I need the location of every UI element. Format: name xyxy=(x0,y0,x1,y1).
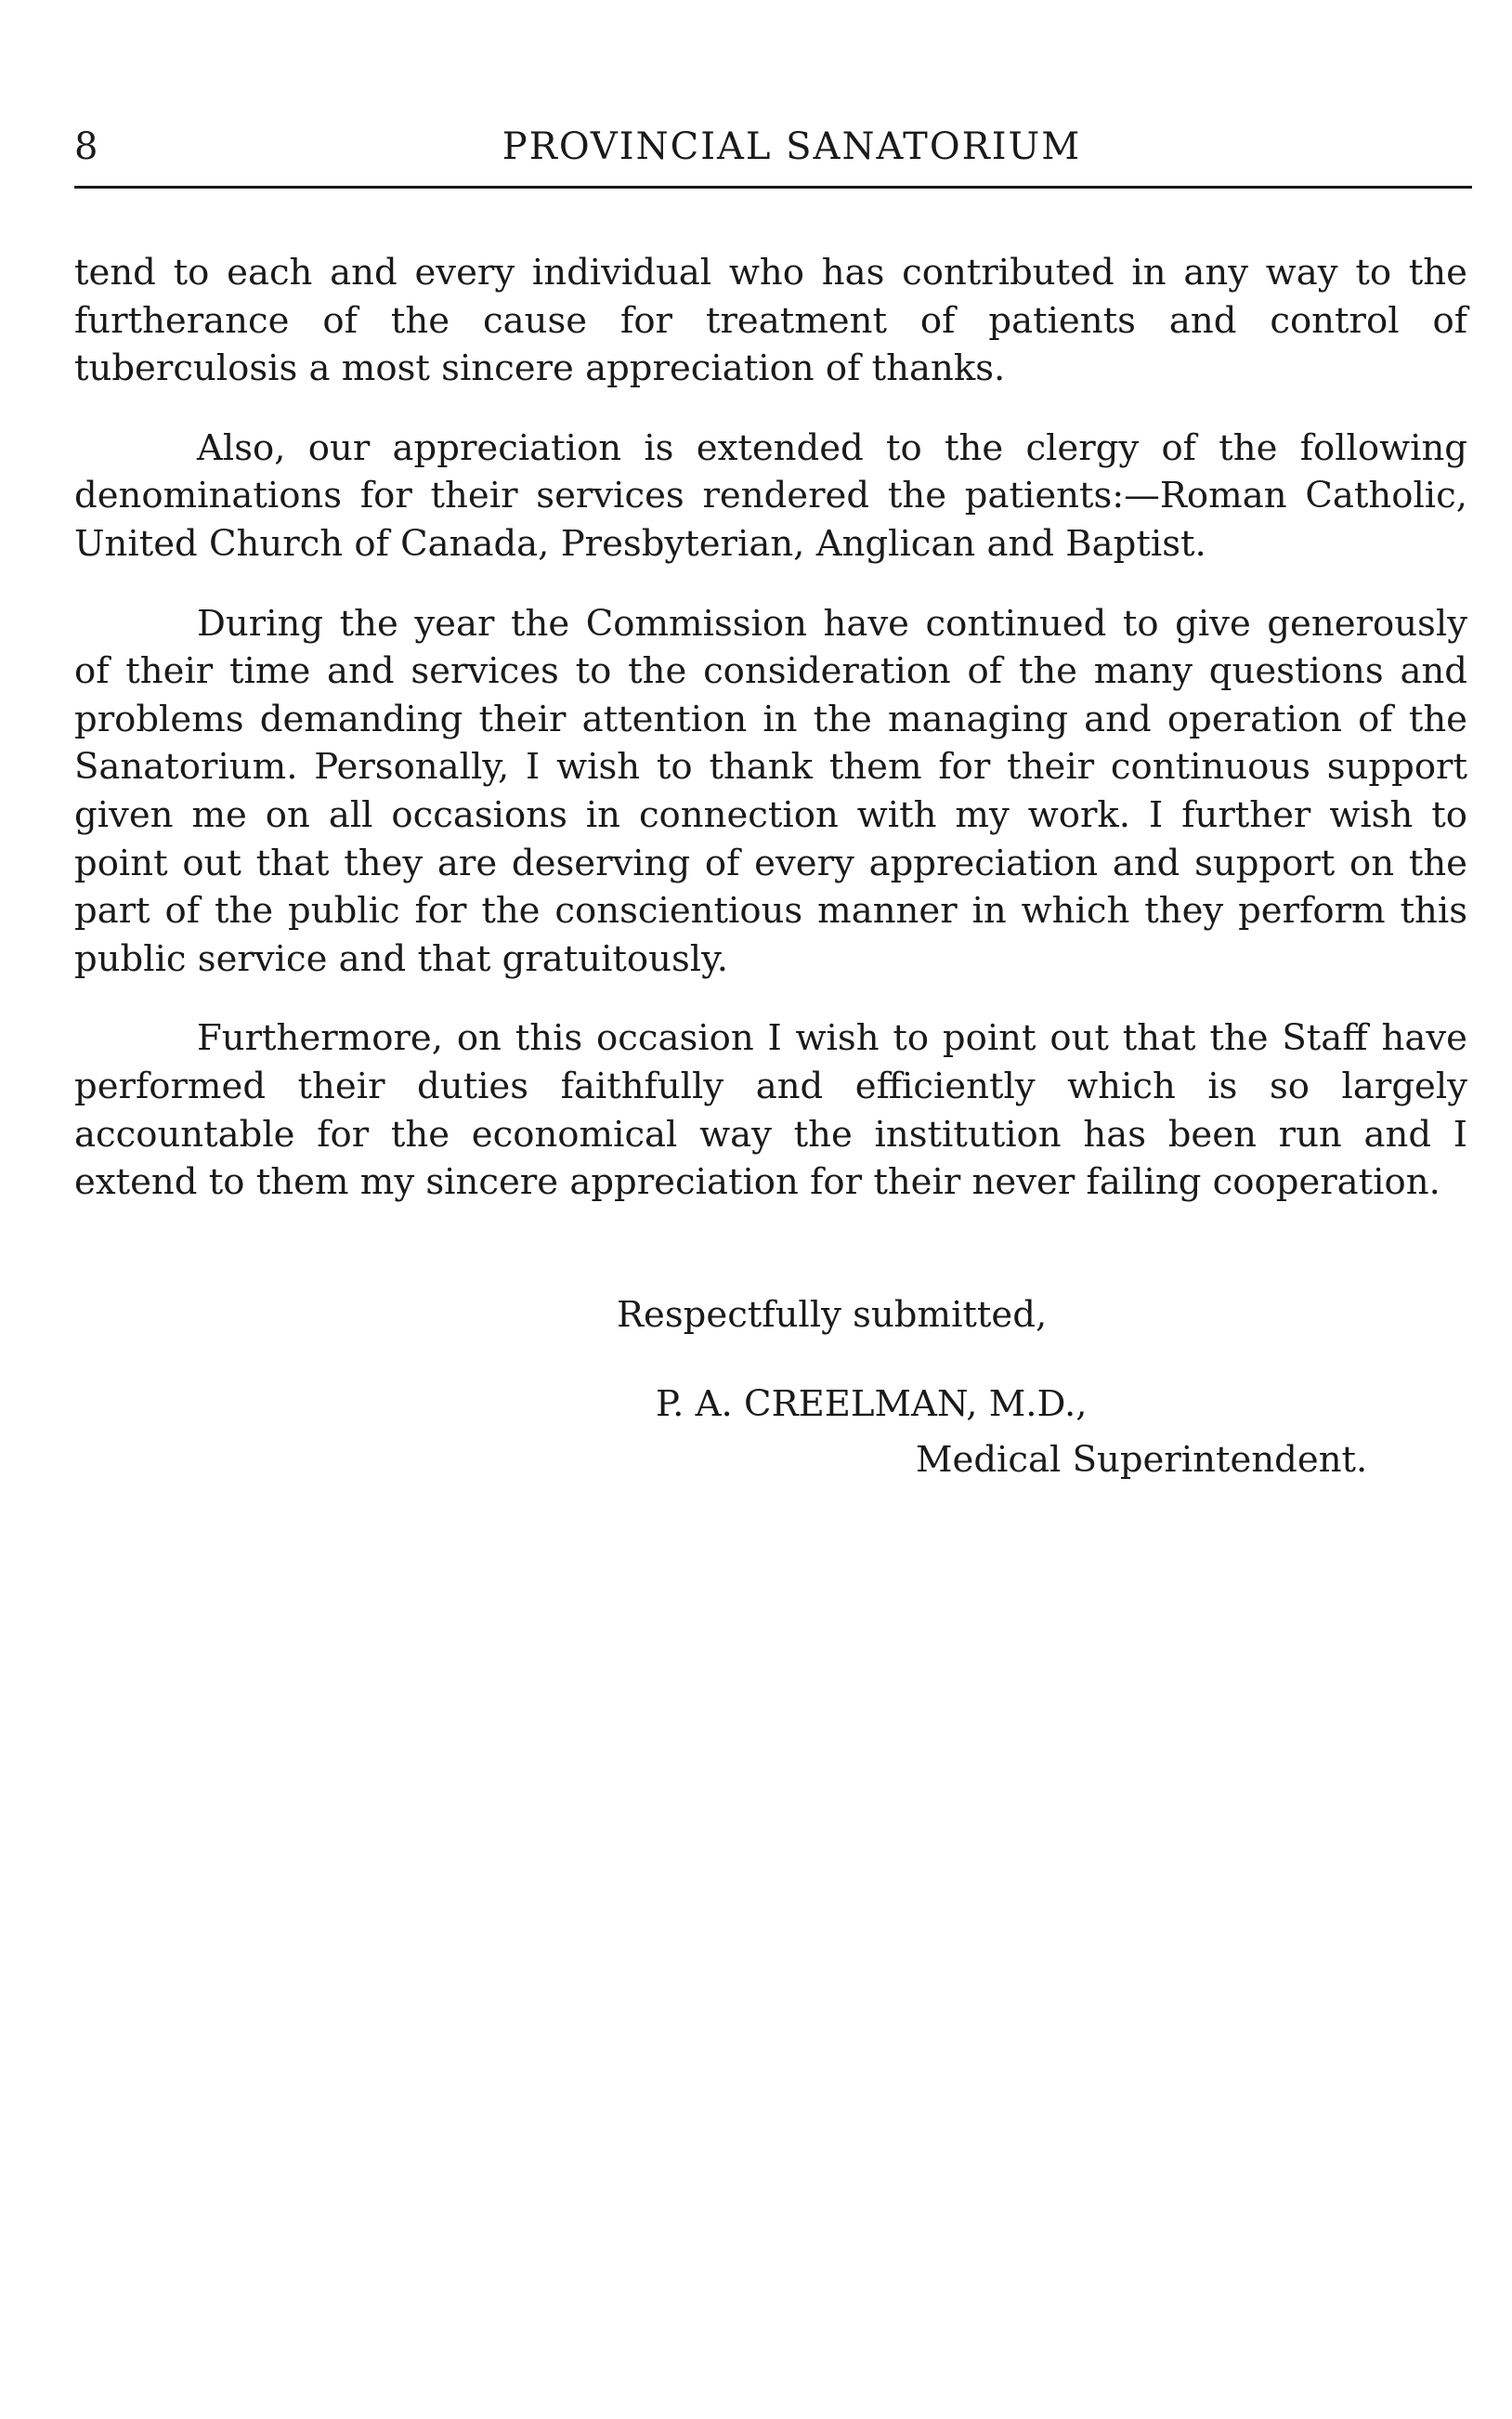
paragraph-continuation: tend to each and every individual who has contributed in any way to the furtherance of the cause for treatment of patients and control of tuberculosis a most sincere appreciation of thanks. xyxy=(74,252,1467,390)
signer-title: Medical Superintendent. xyxy=(916,1439,1368,1481)
paragraph-staff: Furthermore, on this occasion I wish to point out that the Staff have performed their duties faithfully and efficiently which is so largely accountable for the economical way the institution has been run and I extend to them my sincere appreciation for their never failing cooperation. xyxy=(74,1017,1467,1204)
header-rule xyxy=(74,186,1472,189)
paragraph-clergy: Also, our appreciation is extended to the clergy of the following denominations for their services rendered the patients:—Roman Catholic, United Church of Canada, Presbyterian, Anglican and Baptist. xyxy=(74,426,1467,565)
paragraph-commission: During the year the Commission have continued to give generously of their time and services to the consideration of the many questions and problems demanding their attention in the managing and operation of the Sanatorium. Personally, I wish to thank them for their continuous support given me on all occasions in connection with my work. I further wish to point out that they are deserving of every appreciation and support on the part of the public for the conscientious manner in which they perform this public service and that gratuitously. xyxy=(74,602,1467,980)
running-title: PROVINCIAL SANATORIUM xyxy=(502,125,1082,168)
body-text xyxy=(74,249,1467,1238)
signer-name: P. A. CREELMAN, M.D., xyxy=(656,1383,1088,1425)
closing-line: Respectfully submitted, xyxy=(617,1294,1048,1336)
page-header xyxy=(74,123,1472,171)
page-number: 8 xyxy=(74,125,98,168)
